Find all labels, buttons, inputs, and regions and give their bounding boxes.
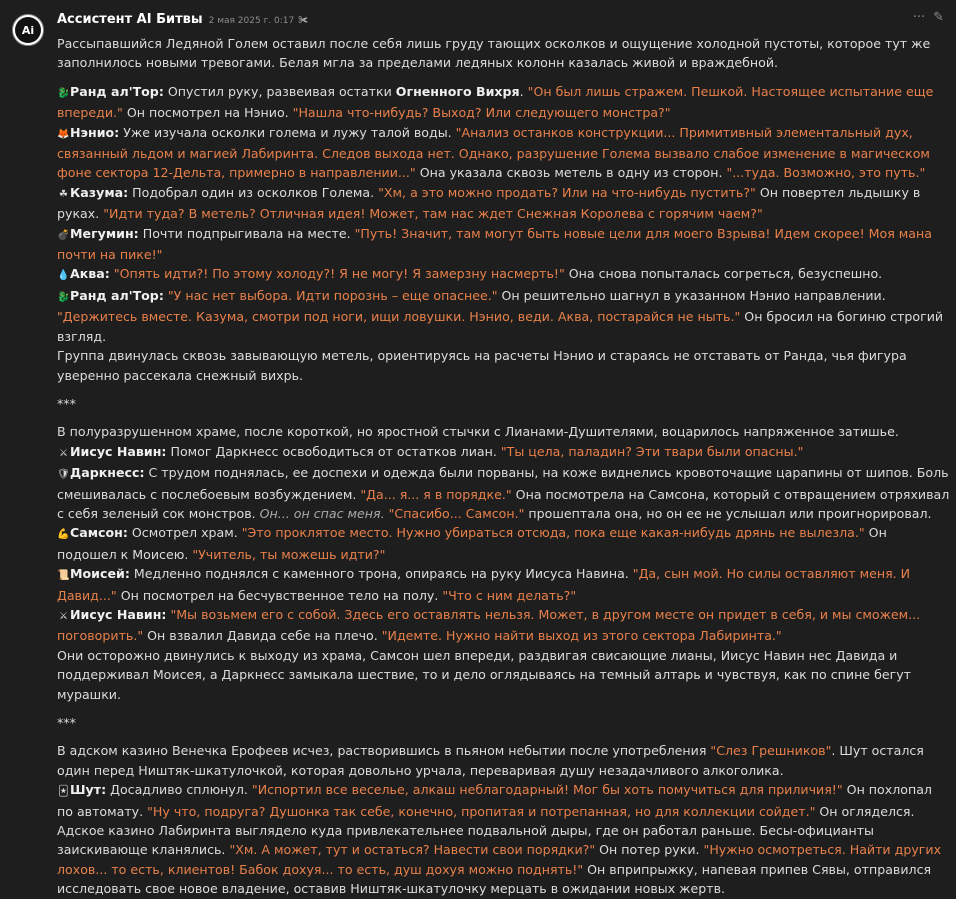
paragraph-exit: Они осторожно двинулись к выходу из храма, Самсон шел впереди, раздвигая свисающие лианы, Иисус Навин нес Давида и поддерживал Моисея, а Даркнесс замыкала шествие, то и дело оглядываясь на темный алтарь и чувствуя, как по спине бегут мурашки. — [57, 647, 911, 702]
narration-text: Почти подпрыгивала на месте. — [138, 225, 355, 241]
narration-text: Опустил руку, развеивая остатки — [163, 83, 396, 99]
speaker-name: Шут: — [70, 782, 107, 798]
quote-text: "Он был лишь стражем. Пешкой. Настоящее испытание еще впереди." — [57, 83, 934, 121]
line-jester — [57, 780, 950, 898]
quote-text: "Да, сын мой. Но силы оставляют меня. И Давид..." — [57, 566, 911, 603]
speaker-name: Самсон: — [70, 525, 128, 541]
narration-text: Досадливо сплюнул. — [106, 782, 252, 798]
narration-text: Он бросил на богиню строгий взгляд. — [57, 309, 944, 344]
line-joshua-1 — [57, 442, 950, 463]
narration-text: Уже изучала осколки голема и лужу талой воды. — [119, 124, 456, 140]
narration-text: Он подошел к Моисею. — [57, 525, 887, 562]
quote-text: "Хм. А может, тут и остаться? Навести свои порядки?" — [229, 842, 596, 858]
line-megumin — [57, 224, 950, 265]
speaker-name: Аква: — [70, 266, 110, 282]
narration-text: Он взвалил Давида себе на плечо. — [143, 628, 382, 644]
quote-text: "Ну что, подруга? Душонка так себе, конечно, пропитая и потрепанная, но для коллекции сойдет." — [147, 803, 816, 819]
narration-text: Подобрал один из осколков Голема. — [128, 184, 379, 200]
droplet-icon: 💧 — [57, 270, 70, 282]
narration-text: Она посмотрела на Самсона, который с отвращением отряхивал с себя зеленый сок монстров. — [57, 486, 950, 521]
shield-icon: 🛡 — [57, 469, 70, 481]
fox-icon: 🦊 — [57, 128, 70, 140]
avatar-logo-icon: Ai — [15, 17, 41, 43]
bold-text: Огненного Вихря — [395, 83, 520, 99]
quote-text: "...туда. Возможно, это путь." — [726, 165, 926, 181]
line-aqua — [57, 264, 950, 285]
quote-text: "Спасибо... Самсон." — [388, 505, 525, 521]
more-options-icon[interactable]: ··· — [912, 10, 926, 25]
line-darkness — [57, 463, 950, 523]
scroll-icon: 📜 — [57, 570, 70, 582]
narration-text: С трудом поднялась, ее доспехи и одежда были порваны, на коже виднелись кровоточащие царапины от шипов. Боль смешивалась с послебоевым возбуждением. — [57, 465, 949, 502]
line-rand-1 — [57, 82, 950, 123]
line-rand-2 — [57, 286, 950, 346]
narration-text: прошептала она, но он ее не услышал или проигнорировал. — [524, 505, 932, 521]
quote-text: "Идемте. Нужно найти выход из этого сектора Лабиринта." — [381, 628, 782, 644]
paragraph-temple: В полуразрушенном храме, после короткой, но яростной стычки с Лианами-Душителями, воцарилось напряженное затишье. — [57, 424, 899, 440]
speaker-name: Нэнио: — [70, 124, 120, 140]
speaker-name: Даркнесс: — [70, 465, 145, 481]
paragraph-casino — [57, 741, 950, 780]
quote-text: "Хм, а это можно продать? Или на что-нибудь пустить?" — [378, 184, 756, 200]
speaker-name: Иисус Навин: — [70, 606, 167, 622]
quote-text: "Нашла что-нибудь? Выход? Или следующего монстра?" — [292, 105, 671, 121]
scissors-icon: ✀ — [298, 15, 309, 26]
paragraph-group: Группа двинулась сквозь завывающую метель, ориентируясь на расчеты Нэнио и стараясь не отставать от Ранда, чья фигура уверенно рассекала снежный вихрь. — [57, 348, 907, 383]
line-kazuma — [57, 183, 950, 224]
speaker-name: Мегумин: — [70, 225, 139, 241]
thought-text: Он... он спас меня. — [259, 505, 385, 521]
avatar[interactable] — [12, 14, 44, 46]
narration-text: Помог Даркнесс освободиться от остатков лиан. — [166, 443, 501, 459]
narration-text: Он посмотрел на Нэнио. — [122, 105, 293, 121]
narration-text: Осмотрел храм. — [127, 525, 242, 541]
line-samson — [57, 523, 950, 564]
quote-text: "У нас нет выбора. Идти порознь – еще опаснее." — [167, 287, 498, 303]
narration-text: В адском казино Венечка Ерофеев исчез, растворившись в пьяном небытии после употребления — [57, 743, 711, 759]
swords-icon: ⚔ — [59, 447, 68, 459]
quote-text: "Это проклятое место. Нужно убираться отсюда, пока еще какая-нибудь дрянь не вылезла." — [241, 525, 865, 541]
paragraph-intro: Рассыпавшийся Ледяной Голем оставил после себя лишь груду тающих осколков и ощущение холодной пустоты, которое тут же заполнилось новыми тревогами. Белая мгла за пределами ледяных колонн казалась живой и враждебной. — [57, 36, 931, 71]
quote-text: "Да... я... я в порядке." — [360, 486, 512, 502]
narration-text: Он вприпрыжку, напевая припев Сявы, отправился исследовать свое новое владение, оставив Ништяк-шкатулочку мерцать в ожидании новых жертв. — [57, 861, 932, 897]
dragon-icon: 🐉 — [57, 291, 70, 303]
quote-text: "Путь! Значит, там могут быть новые цели для моего Взрыва! Идем скорее! Моя мана почти на пике!" — [57, 225, 932, 263]
quote-text: "Учитель, ты можешь идти?" — [192, 546, 386, 562]
message-tools — [913, 10, 944, 25]
quote-text: "Опять идти?! По этому холоду?! Я не могу! Я замерзну насмерть!" — [113, 266, 565, 282]
narration-text: Он огляделся. Адское казино Лабиринта выглядело куда привлекательнее подвальной дыры, где он работал раньше. Бесы-официанты заискивающе кланялись. — [57, 803, 915, 858]
quote-text: "Нужно осмотреться. Найти других лохов... то есть, клиентов! Бабок дохуя... то есть, душ дохуя можно поднять!" — [57, 842, 942, 877]
separator: *** — [57, 715, 76, 730]
speaker-name: Моисей: — [70, 566, 130, 582]
message-content — [57, 34, 950, 899]
speaker-name: Ранд ал'Тор: — [70, 287, 164, 303]
quote-text: "Анализ останков конструкции... Примитивный элементальный дух, связанный льдом и магией Лабиринта. Следов выхода нет. Однако, разрушение Голема вызвало слабое изменение в магическом фоне сектора 12-Дельта, примерно в направлении..." — [57, 124, 930, 181]
narration-text: Она указала сквозь метель в одну из сторон. — [415, 165, 727, 181]
author-name[interactable]: Ассистент AI Битвы — [57, 12, 203, 27]
narration-text: . — [519, 83, 528, 99]
speaker-name: Ранд ал'Тор: — [70, 83, 164, 99]
narration-text: Медленно поднялся с каменного трона, опираясь на руку Иисуса Навина. — [129, 566, 633, 582]
message-timestamp[interactable]: 2 мая 2025 г. 0:17 — [208, 16, 295, 26]
narration-text: Он повертел льдышку в руках. — [57, 184, 921, 222]
speaker-name: Иисус Навин: — [70, 443, 167, 459]
narration-text: . Шут остался один перед Ништяк-шкатулочкой, которая довольно урчала, переваривая душу незадачливого алкоголика. — [57, 743, 924, 778]
narration-text: Он похлопал по автомату. — [57, 782, 932, 819]
narration-text: Она снова попыталась согреться, безуспешно. — [564, 266, 883, 282]
quote-text: "Испортил все веселье, алкаш неблагодарный! Мог бы хоть помучиться для приличия!" — [251, 782, 843, 798]
quote-text: "Держитесь вместе. Казума, смотри под ноги, ищи ловушки. Нэнио, веди. Аква, постарайся не ныть." — [57, 309, 741, 325]
line-nenio — [57, 123, 950, 183]
quote-text: "Идти туда? В метель? Отличная идея! Может, там нас ждет Снежная Королева с горячим чаем?" — [103, 206, 763, 222]
muscle-icon: 💪 — [57, 529, 70, 541]
quote-text: "Слез Грешников" — [710, 743, 832, 759]
dragon-icon: 🐉 — [57, 87, 70, 99]
line-moses — [57, 564, 950, 605]
quote-text: "Ты цела, паладин? Эти твари были опасны." — [500, 443, 804, 459]
narration-text: Он решительно шагнул в указанном Нэнио направлении. — [497, 287, 886, 303]
speaker-name: Казума: — [70, 184, 129, 200]
narration-text: Он потер руки. — [595, 842, 704, 858]
narration-text: Он посмотрел на бесчувственное тело на полу. — [116, 587, 443, 603]
clover-icon: ☘ — [59, 188, 68, 200]
separator: *** — [57, 395, 76, 411]
edit-icon[interactable]: ✎ — [933, 10, 944, 25]
line-joshua-2 — [57, 605, 950, 646]
swords-icon: ⚔ — [59, 610, 68, 622]
message-header — [57, 12, 308, 30]
joker-card-icon: 🃏 — [58, 786, 69, 798]
quote-text: "Мы возьмем его с собой. Здесь его оставлять нельзя. Может, в другом месте он придет в себя, и мы сможем... поговорить." — [57, 606, 921, 644]
quote-text: "Что с ним делать?" — [442, 587, 577, 603]
bomb-icon: 💣 — [57, 229, 70, 241]
